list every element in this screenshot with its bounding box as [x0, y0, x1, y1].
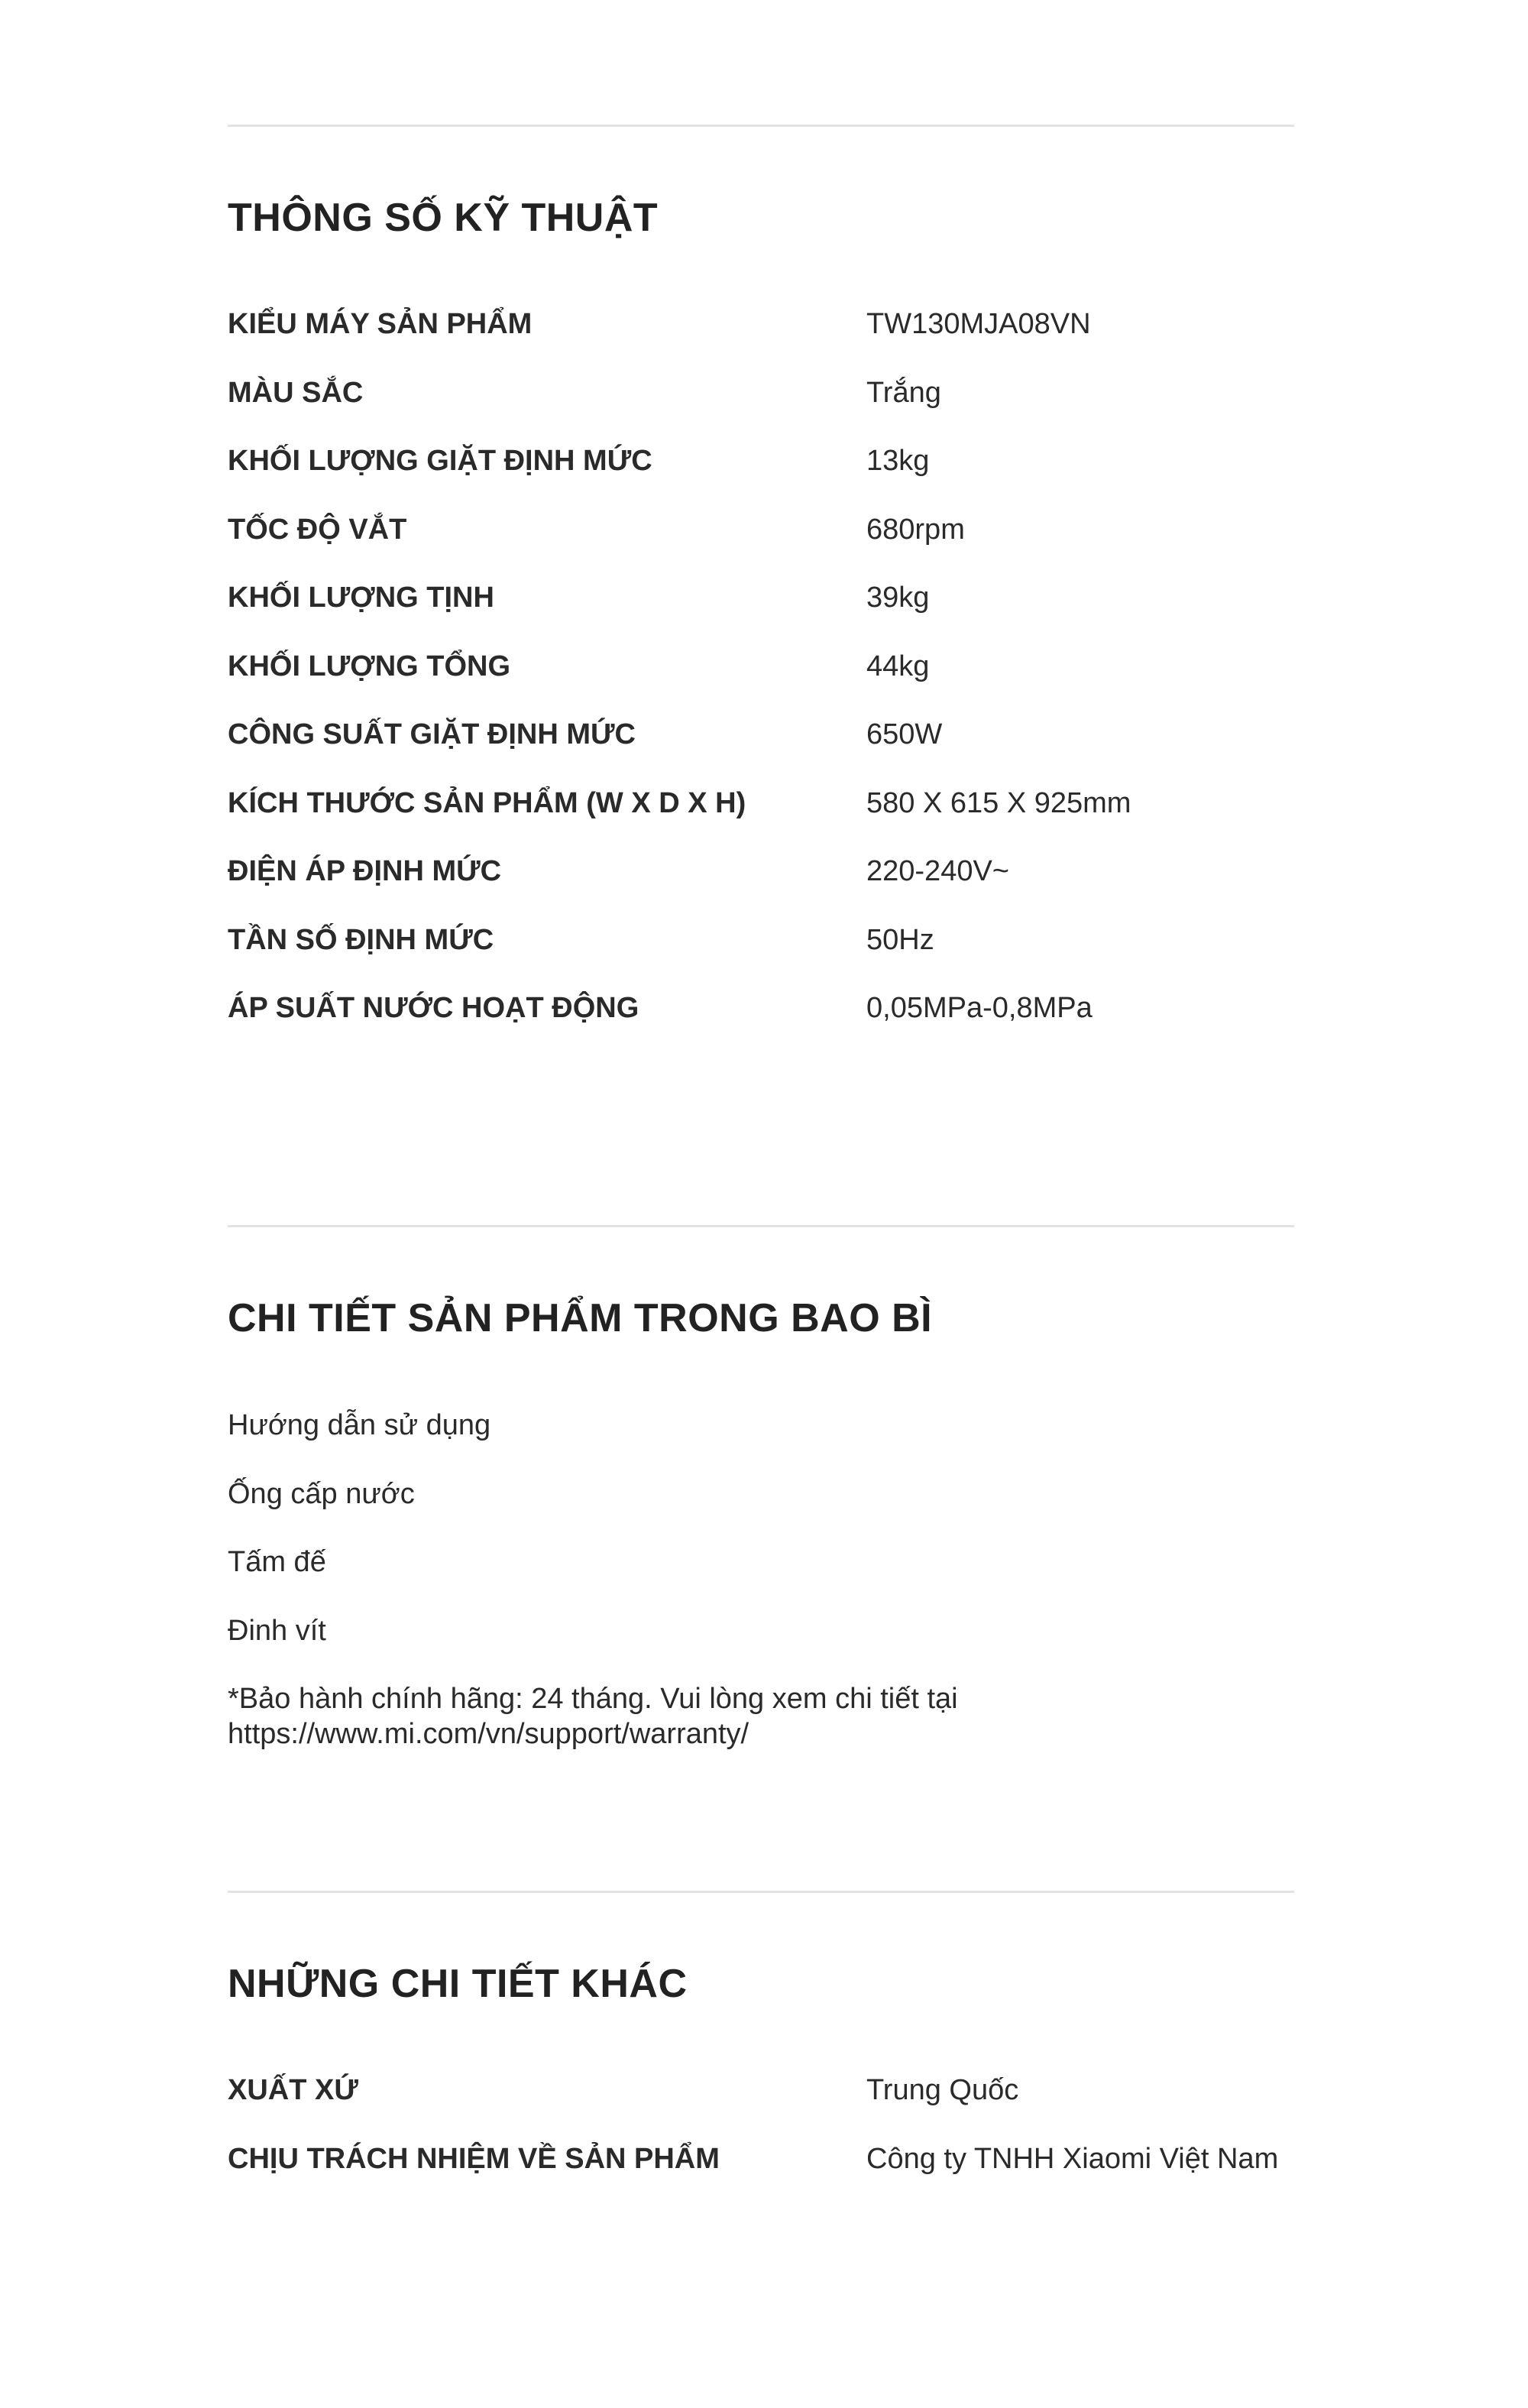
- spec-row-frequency: [228, 917, 1294, 963]
- spec-value: 580 X 615 X 925mm: [866, 787, 1131, 819]
- spec-row-gross-weight: [228, 643, 1294, 689]
- spec-row-net-weight: [228, 575, 1294, 621]
- spec-row-power: [228, 711, 1294, 757]
- spec-value: 44kg: [866, 650, 930, 682]
- package-item-inlet-hose: Ống cấp nước: [228, 1478, 415, 1510]
- other-title: NHỮNG CHI TIẾT KHÁC: [228, 1962, 688, 2006]
- spec-row-wash-capacity: [228, 438, 1294, 484]
- package-title: CHI TIẾT SẢN PHẨM TRONG BAO BÌ: [228, 1296, 933, 1340]
- spec-label: ĐIỆN ÁP ĐỊNH MỨC: [228, 855, 502, 887]
- spec-value: 50Hz: [866, 924, 934, 956]
- spec-label: TẦN SỐ ĐỊNH MỨC: [228, 924, 494, 956]
- spec-value: 680rpm: [866, 514, 965, 546]
- spec-value: 13kg: [866, 445, 930, 477]
- other-value: Trung Quốc: [866, 2074, 1019, 2106]
- package-item-manual: Hướng dẫn sử dụng: [228, 1409, 491, 1441]
- other-section: [228, 1891, 1294, 2212]
- package-section: [228, 1225, 1294, 1760]
- spec-label: KIỂU MÁY SẢN PHẨM: [228, 308, 533, 340]
- other-divider: [228, 1891, 1294, 1893]
- spec-label: ÁP SUẤT NƯỚC HOẠT ĐỘNG: [228, 992, 639, 1024]
- spec-value: 39kg: [866, 582, 930, 614]
- spec-label: CÔNG SUẤT GIẶT ĐỊNH MỨC: [228, 718, 636, 750]
- spec-label: KHỐI LƯỢNG TỊNH: [228, 582, 494, 614]
- specs-section: [228, 125, 1294, 1042]
- other-label: XUẤT XỨ: [228, 2074, 358, 2106]
- other-value: Công ty TNHH Xiaomi Việt Nam: [866, 2143, 1279, 2175]
- spec-row-dimensions: [228, 780, 1294, 826]
- package-item-base-plate: Tấm đế: [228, 1546, 326, 1578]
- other-row-origin: [228, 2067, 1294, 2113]
- spec-label: KHỐI LƯỢNG TỔNG: [228, 650, 511, 682]
- spec-row-spin-speed: [228, 507, 1294, 553]
- spec-value: 0,05MPa-0,8MPa: [866, 992, 1093, 1024]
- spec-value: TW130MJA08VN: [866, 308, 1091, 340]
- warranty-link: https://www.mi.com/vn/support/warranty/: [228, 1718, 749, 1750]
- warranty-line: *Bảo hành chính hãng: 24 tháng. Vui lòng xem chi tiết tại: [228, 1683, 958, 1715]
- package-item-screws: Đinh vít: [228, 1615, 326, 1647]
- spec-value: Trắng: [866, 377, 941, 409]
- spec-label: KÍCH THƯỚC SẢN PHẨM (W X D X H): [228, 787, 746, 819]
- specs-title: THÔNG SỐ KỸ THUẬT: [228, 196, 659, 240]
- package-divider: [228, 1225, 1294, 1227]
- other-row-responsible: [228, 2136, 1294, 2182]
- spec-row-water-pressure: [228, 985, 1294, 1031]
- spec-label: MÀU SẮC: [228, 377, 364, 409]
- specs-divider: [228, 125, 1294, 127]
- warranty-note: [228, 1681, 958, 1752]
- spec-value: 220-240V~: [866, 855, 1009, 887]
- spec-row-model: [228, 301, 1294, 347]
- spec-row-voltage: [228, 848, 1294, 894]
- spec-label: KHỐI LƯỢNG GIẶT ĐỊNH MỨC: [228, 445, 652, 477]
- spec-row-color: [228, 370, 1294, 416]
- spec-label: TỐC ĐỘ VẮT: [228, 514, 407, 546]
- other-label: CHỊU TRÁCH NHIỆM VỀ SẢN PHẨM: [228, 2143, 720, 2175]
- spec-value: 650W: [866, 718, 943, 750]
